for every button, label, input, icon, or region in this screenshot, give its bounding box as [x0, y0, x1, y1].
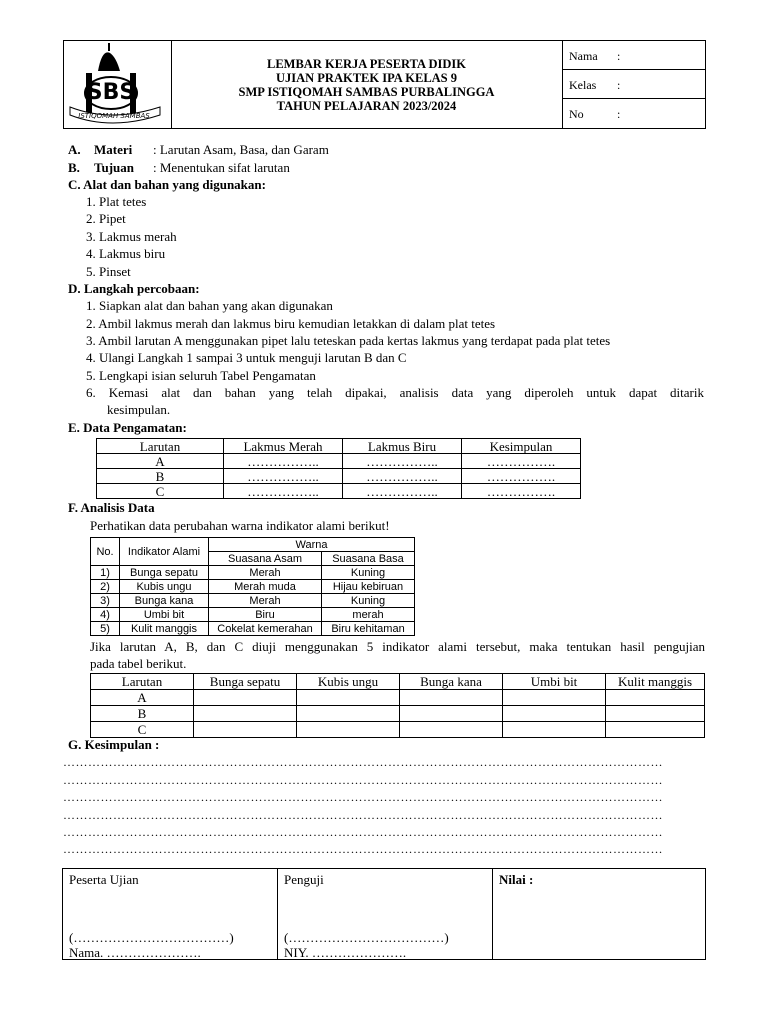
- langkah-item-1: 1. Siapkan alat dan bahan yang akan digunakan: [86, 298, 333, 313]
- langkah-item-6-cont: kesimpulan.: [107, 402, 171, 417]
- no-colon: :: [617, 107, 621, 121]
- kesimpulan-line-2[interactable]: ………………………………………………………………………………………………………………………………: [63, 773, 663, 787]
- answer-cell[interactable]: [503, 722, 606, 738]
- langkah-item-2: 2. Ambil lakmus merah dan lakmus biru kemudian letakkan di dalam plat tetes: [86, 316, 496, 331]
- alat-item-3: 3. Lakmus merah: [86, 229, 177, 244]
- langkah-item-6: 6. Kemasi alat dan bahan yang telah dipakai, analisis data yang diperoleh untuk dapat ditarik: [86, 385, 704, 400]
- section-f-intro: Perhatikan data perubahan warna indikator alami berikut!: [90, 518, 390, 533]
- answer-cell[interactable]: [606, 706, 705, 722]
- nilai-label: Nilai :: [499, 872, 534, 887]
- nama-colon: :: [617, 49, 621, 63]
- cell: Merah: [209, 594, 322, 608]
- section-a-letter: A.: [68, 142, 81, 157]
- section-a-label: Materi: [94, 142, 133, 157]
- table-row: [91, 622, 415, 636]
- no-label: No: [569, 107, 584, 121]
- table-row: [97, 484, 581, 499]
- no-field[interactable]: [563, 99, 705, 128]
- section-g-title: G. Kesimpulan :: [68, 737, 160, 752]
- table-row: [91, 608, 415, 622]
- cell[interactable]: …………….: [462, 469, 581, 484]
- section-b-letter: B.: [68, 160, 80, 175]
- section-b-value: : Menentukan sifat larutan: [153, 160, 290, 175]
- cell: Biru kehitaman: [322, 622, 415, 636]
- signature-box: [62, 868, 706, 960]
- cell: B: [91, 706, 194, 722]
- col-larutan: Larutan: [97, 439, 224, 454]
- kelas-label: Kelas: [569, 78, 597, 92]
- cell: 4): [91, 608, 120, 622]
- answer-cell[interactable]: [503, 690, 606, 706]
- penguji-cell: [278, 869, 493, 959]
- cell: Bunga kana: [120, 594, 209, 608]
- peserta-label: Peserta Ujian: [69, 872, 139, 887]
- cell: merah: [322, 608, 415, 622]
- answer-cell[interactable]: [606, 722, 705, 738]
- peserta-nama[interactable]: Nama. ………………….: [69, 945, 201, 960]
- table-header-row: [91, 538, 415, 552]
- title-cell: [171, 41, 563, 128]
- col-no: No.: [91, 538, 120, 566]
- indicator-table: [90, 537, 415, 636]
- answer-cell[interactable]: [194, 690, 297, 706]
- cell: 3): [91, 594, 120, 608]
- langkah-item-5: 5. Lengkapi isian seluruh Tabel Pengamatan: [86, 368, 316, 383]
- cell: Umbi bit: [120, 608, 209, 622]
- cell: Kuning: [322, 594, 415, 608]
- penguji-label: Penguji: [284, 872, 324, 887]
- cell[interactable]: …………….: [462, 484, 581, 499]
- cell: Cokelat kemerahan: [209, 622, 322, 636]
- cell: 2): [91, 580, 120, 594]
- table-row: [91, 580, 415, 594]
- answer-cell[interactable]: [400, 690, 503, 706]
- title-line-4: TAHUN PELAJARAN 2023/2024: [276, 98, 457, 113]
- penguji-sign[interactable]: (………………………………): [284, 930, 449, 945]
- cell[interactable]: ……………..: [343, 469, 462, 484]
- alat-item-2: 2. Pipet: [86, 211, 126, 226]
- langkah-item-4: 4. Ulangi Langkah 1 sampai 3 untuk menguji larutan B dan C: [86, 350, 407, 365]
- result-table: [90, 673, 705, 738]
- cell: Hijau kebiruan: [322, 580, 415, 594]
- kesimpulan-line-3[interactable]: ………………………………………………………………………………………………………………………………: [63, 790, 663, 804]
- kesimpulan-line-6[interactable]: ………………………………………………………………………………………………………………………………: [63, 842, 663, 856]
- kesimpulan-line-5[interactable]: ………………………………………………………………………………………………………………………………: [63, 825, 663, 839]
- alat-item-4: 4. Lakmus biru: [86, 246, 166, 261]
- col-warna: Warna: [209, 538, 415, 552]
- school-logo-icon: [64, 41, 171, 128]
- cell[interactable]: ……………..: [224, 484, 343, 499]
- observation-table: [96, 438, 581, 499]
- cell: A: [91, 690, 194, 706]
- answer-cell[interactable]: [297, 722, 400, 738]
- section-b: [68, 160, 290, 176]
- student-info-cell: [563, 41, 705, 128]
- cell: Bunga sepatu: [120, 566, 209, 580]
- cell: Kuning: [322, 566, 415, 580]
- nilai-cell[interactable]: [493, 869, 705, 959]
- cell: Merah muda: [209, 580, 322, 594]
- cell[interactable]: ……………..: [224, 469, 343, 484]
- table-row: [91, 690, 705, 706]
- cell[interactable]: ……………..: [343, 484, 462, 499]
- col-suasana-basa: Suasana Basa: [322, 552, 415, 566]
- penguji-niy[interactable]: NIY. ………………….: [284, 945, 407, 960]
- answer-cell[interactable]: [400, 722, 503, 738]
- cell[interactable]: ……………..: [343, 454, 462, 469]
- cell[interactable]: ……………..: [224, 454, 343, 469]
- cell: A: [97, 454, 224, 469]
- table-row: [97, 454, 581, 469]
- section-f-title: F. Analisis Data: [68, 500, 155, 515]
- cell: C: [91, 722, 194, 738]
- nama-label: Nama: [569, 49, 598, 63]
- section-b-label: Tujuan: [94, 160, 134, 175]
- col-bunga-kana: Bunga kana: [400, 674, 503, 690]
- alat-item-1: 1. Plat tetes: [86, 194, 147, 209]
- cell: Kulit manggis: [120, 622, 209, 636]
- answer-cell[interactable]: [606, 690, 705, 706]
- kesimpulan-line-1[interactable]: ………………………………………………………………………………………………………………………………: [63, 755, 663, 769]
- table-row: [97, 469, 581, 484]
- question-line-1: Jika larutan A, B, dan C diuji menggunakan 5 indikator alami tersebut, maka tentukan hasil pengujian: [90, 639, 705, 654]
- answer-cell[interactable]: [503, 706, 606, 722]
- col-kulit-manggis: Kulit manggis: [606, 674, 705, 690]
- cell: Merah: [209, 566, 322, 580]
- header-box: [63, 40, 706, 129]
- table-header-row: [91, 674, 705, 690]
- col-larutan: Larutan: [91, 674, 194, 690]
- table-row: [91, 722, 705, 738]
- answer-cell[interactable]: [297, 690, 400, 706]
- peserta-sign[interactable]: (………………………………): [69, 930, 234, 945]
- peserta-cell: [63, 869, 278, 959]
- title-line-2: UJIAN PRAKTEK IPA KELAS 9: [275, 70, 458, 85]
- title-line-3: SMP ISTIQOMAH SAMBAS PURBALINGGA: [238, 84, 495, 99]
- kelas-field[interactable]: [563, 70, 705, 99]
- section-a: [68, 142, 329, 158]
- table-row: [91, 706, 705, 722]
- title-line-1: LEMBAR KERJA PESERTA DIDIK: [266, 56, 467, 71]
- question-line-2: pada tabel berikut.: [90, 656, 187, 671]
- cell: Biru: [209, 608, 322, 622]
- col-kesimpulan: Kesimpulan: [462, 439, 581, 454]
- nama-field[interactable]: [563, 41, 705, 70]
- kesimpulan-line-4[interactable]: ………………………………………………………………………………………………………………………………: [63, 808, 663, 822]
- section-c-title: C. Alat dan bahan yang digunakan:: [68, 177, 266, 192]
- answer-cell[interactable]: [400, 706, 503, 722]
- logo-banner-text: ISTIQOMAH SAMBAS: [78, 112, 150, 120]
- cell[interactable]: …………….: [462, 454, 581, 469]
- col-lakmus-biru: Lakmus Biru: [343, 439, 462, 454]
- logo-cell: [64, 41, 172, 128]
- col-umbi-bit: Umbi bit: [503, 674, 606, 690]
- alat-item-5: 5. Pinset: [86, 264, 131, 279]
- table-row: [91, 566, 415, 580]
- col-indikator: Indikator Alami: [120, 538, 209, 566]
- col-kubis-ungu: Kubis ungu: [297, 674, 400, 690]
- section-d-title: D. Langkah percobaan:: [68, 281, 200, 296]
- table-row: [91, 594, 415, 608]
- cell: B: [97, 469, 224, 484]
- col-suasana-asam: Suasana Asam: [209, 552, 322, 566]
- kelas-colon: :: [617, 78, 621, 92]
- cell: 5): [91, 622, 120, 636]
- cell: Kubis ungu: [120, 580, 209, 594]
- col-bunga-sepatu: Bunga sepatu: [194, 674, 297, 690]
- section-e-title: E. Data Pengamatan:: [68, 420, 187, 435]
- section-a-value: : Larutan Asam, Basa, dan Garam: [153, 142, 329, 157]
- answer-cell[interactable]: [297, 706, 400, 722]
- table-header-row: [97, 439, 581, 454]
- cell: C: [97, 484, 224, 499]
- langkah-item-3: 3. Ambil larutan A menggunakan pipet lalu teteskan pada kertas lakmus yang terdapat pada plat tetes: [86, 333, 611, 348]
- answer-cell[interactable]: [194, 722, 297, 738]
- cell: 1): [91, 566, 120, 580]
- col-lakmus-merah: Lakmus Merah: [224, 439, 343, 454]
- answer-cell[interactable]: [194, 706, 297, 722]
- logo-letters: SBS: [86, 80, 136, 105]
